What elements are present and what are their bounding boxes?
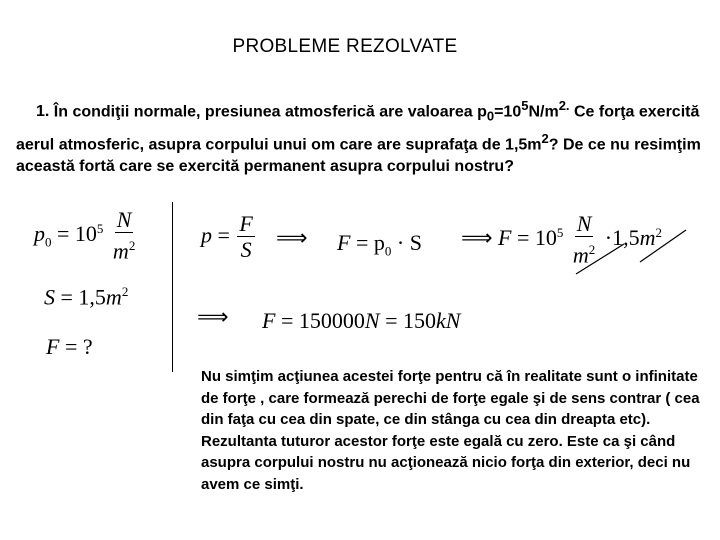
implies-arrow-1: ⟹ — [276, 226, 308, 251]
given-s-symbol: S — [44, 284, 55, 310]
step2-lhs: F — [337, 230, 351, 255]
given-surface — [44, 284, 128, 310]
page-title: PROBLEME REZOLVATE — [232, 36, 458, 57]
given-p-symbol: p — [34, 221, 45, 247]
cancel-stroke-den — [576, 244, 624, 274]
step1-lhs: p — [201, 222, 212, 248]
given-force — [46, 334, 93, 360]
step1-fraction — [237, 212, 254, 263]
result-unit: N — [364, 308, 380, 333]
problem-exp: 5 — [521, 98, 529, 113]
problem-text-a: În condiţii normale, presiunea atmosferică are valoarea p — [53, 103, 487, 121]
given-p-exp: 5 — [96, 220, 104, 236]
problem-p-sub: 0 — [486, 108, 495, 124]
given-s-exp: 2 — [121, 284, 129, 299]
step1-eq: = — [212, 222, 236, 248]
problem-statement — [16, 95, 708, 178]
problem-line2: Ce forţa exercită aerul atmosferic, asupra corpului unui om care are suprafaţa de 1,5m — [16, 103, 700, 153]
given-s-eq: = 1,5 — [55, 284, 106, 310]
step3-exp: 5 — [556, 224, 564, 240]
step1-num: F — [239, 211, 253, 236]
result-eq2: = 150 — [379, 308, 436, 333]
given-f-eq: = ? — [59, 334, 93, 359]
step3-rest: ·1,5 — [599, 225, 640, 251]
given-s-unit: m — [105, 284, 122, 310]
step2-sub: 0 — [384, 243, 392, 259]
cancel-stroke-unit — [640, 230, 686, 262]
answer-explanation: Nu simţim acţiunea acestei forţe pentru că în realitate sunt o infinitate de forţe , care formează perechi de forţe egale şi de sens contrar ( cea din faţa cu cea din spate, ce din stânga cu cea din dreapta etc). Rezultanta tuturor acestor forţe este egală cu zero. Este ca şi când asupra corpului nostru nu acţionează nicio forţa din exterior, deci nu avem ce simţi. — [201, 368, 700, 493]
given-p-eq: = 10 — [51, 221, 97, 247]
problem-text-b: =10 — [494, 103, 522, 121]
step3-unit: m — [639, 225, 656, 251]
given-pressure — [34, 208, 139, 264]
given-p-sub: 0 — [45, 234, 52, 250]
implies-arrow-2: ⟹ — [461, 226, 493, 251]
step2-eq: = p — [350, 230, 385, 255]
step3-lhs: F — [498, 225, 512, 251]
problem-number: 1. — [36, 103, 50, 121]
given-f-symbol: F — [46, 334, 60, 359]
step1-den: S — [240, 237, 252, 262]
solution-step2 — [337, 230, 422, 259]
step3-den-exp: 2 — [588, 242, 596, 257]
result-eq: = 150000 — [275, 308, 365, 333]
step3-eq: = 10 — [511, 225, 557, 251]
step3-num: N — [576, 211, 592, 236]
given-unit-num: N — [116, 207, 132, 232]
step2-rest: · S — [391, 230, 422, 255]
step3-den: m — [572, 242, 589, 268]
unit-cancel-strokes — [570, 218, 690, 280]
step3-unit-exp: 2 — [655, 224, 662, 240]
implies-arrow-3: ⟹ — [197, 305, 229, 330]
problem-exp3: 2 — [541, 130, 549, 146]
given-unit-den: m — [112, 238, 129, 264]
solution-step1 — [201, 212, 257, 263]
result-unit2: kN — [435, 308, 461, 333]
problem-exp2: 2. — [558, 98, 570, 113]
given-unit-fraction — [111, 208, 137, 264]
problem-text-c: N/m — [528, 103, 559, 121]
given-unit-den-exp: 2 — [128, 238, 136, 253]
result-lhs: F — [262, 308, 276, 333]
problem-line3: ? De ce nu resimţim această fortă care se exercită permanent asupra corpului nostru? — [16, 135, 701, 175]
given-divider — [172, 202, 173, 372]
solution-result — [262, 308, 460, 334]
